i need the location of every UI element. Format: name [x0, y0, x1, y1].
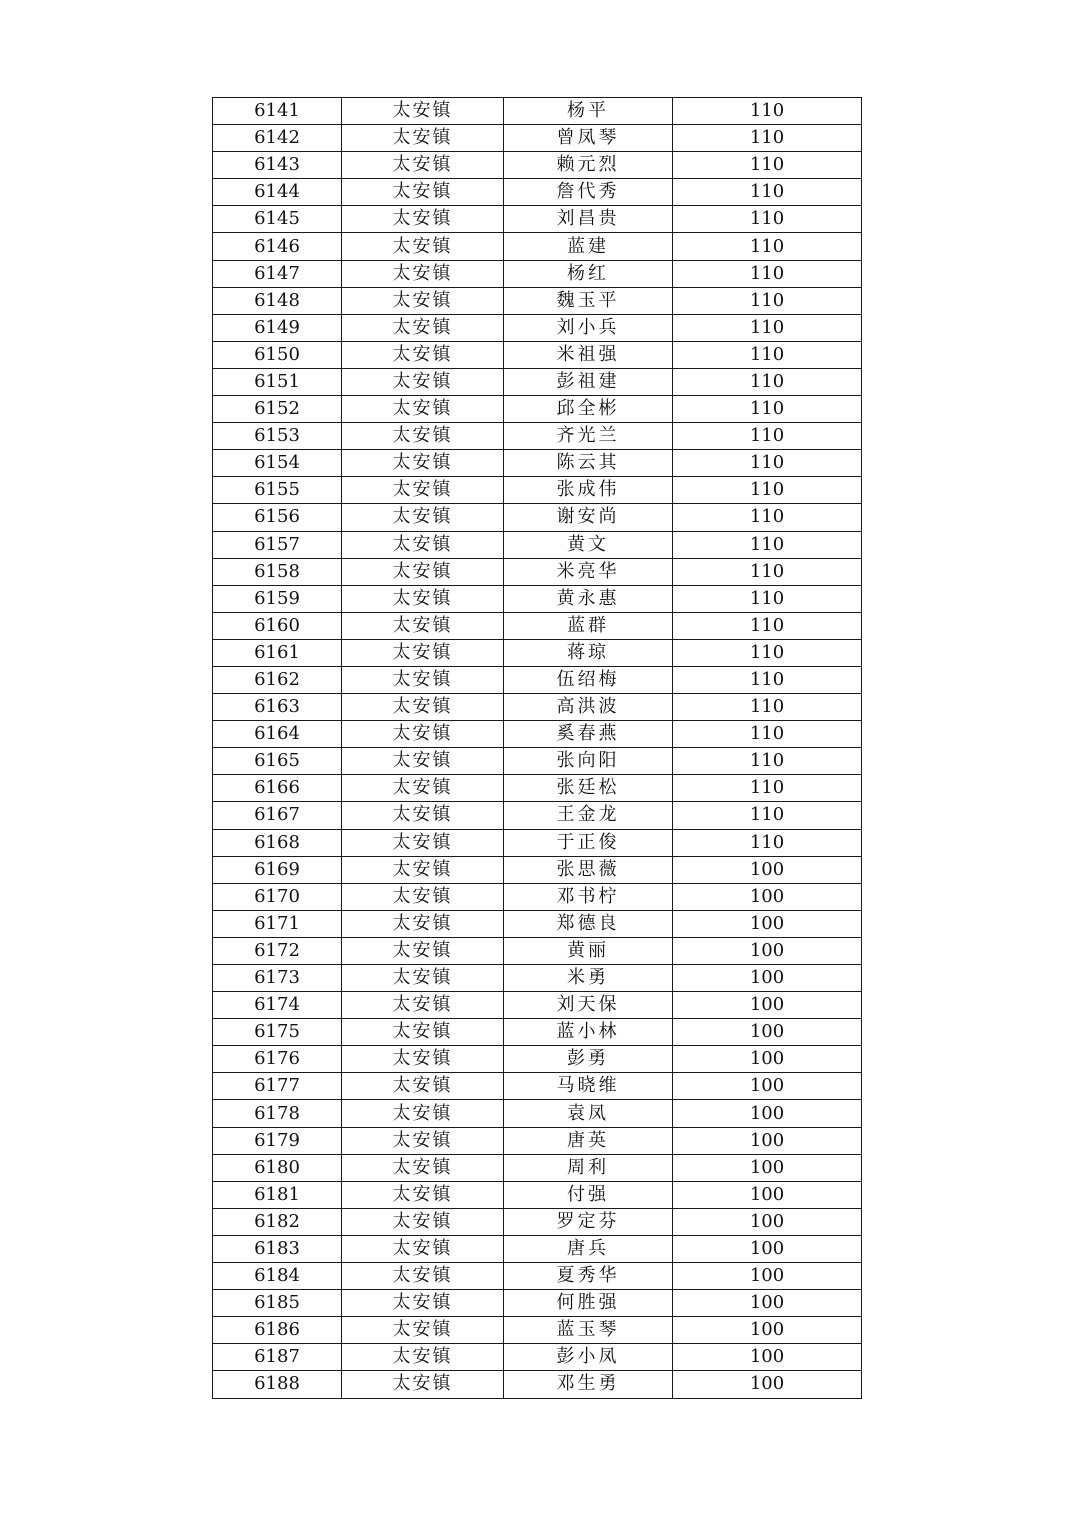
person-name-cell: 蒋琼 — [504, 639, 673, 666]
person-name-cell: 黄丽 — [504, 937, 673, 964]
table-row — [213, 694, 862, 721]
amount-cell: 100 — [673, 1344, 862, 1371]
amount-cell: 100 — [673, 1181, 862, 1208]
person-name-cell: 马晓维 — [504, 1073, 673, 1100]
town-cell: 太安镇 — [342, 206, 504, 233]
amount-cell: 100 — [673, 1046, 862, 1073]
person-name-cell: 詹代秀 — [504, 179, 673, 206]
person-name-cell: 刘小兵 — [504, 314, 673, 341]
amount-cell: 110 — [673, 748, 862, 775]
table-row — [213, 260, 862, 287]
town-cell: 太安镇 — [342, 937, 504, 964]
table-row — [213, 450, 862, 477]
amount-cell: 100 — [673, 883, 862, 910]
town-cell: 太安镇 — [342, 314, 504, 341]
serial-number-cell: 6171 — [213, 910, 342, 937]
amount-cell: 110 — [673, 233, 862, 260]
amount-cell: 100 — [673, 937, 862, 964]
table-row — [213, 1100, 862, 1127]
amount-cell: 100 — [673, 1263, 862, 1290]
person-name-cell: 唐英 — [504, 1127, 673, 1154]
table-row — [213, 856, 862, 883]
table-row — [213, 98, 862, 125]
table-row — [213, 1181, 862, 1208]
serial-number-cell: 6158 — [213, 558, 342, 585]
town-cell: 太安镇 — [342, 179, 504, 206]
table-row — [213, 396, 862, 423]
serial-number-cell: 6159 — [213, 585, 342, 612]
serial-number-cell: 6148 — [213, 287, 342, 314]
town-cell: 太安镇 — [342, 396, 504, 423]
town-cell: 太安镇 — [342, 666, 504, 693]
town-cell: 太安镇 — [342, 856, 504, 883]
amount-cell: 110 — [673, 612, 862, 639]
amount-cell: 100 — [673, 1290, 862, 1317]
person-name-cell: 谢安尚 — [504, 504, 673, 531]
amount-cell: 100 — [673, 1073, 862, 1100]
serial-number-cell: 6177 — [213, 1073, 342, 1100]
town-cell: 太安镇 — [342, 910, 504, 937]
table-row — [213, 152, 862, 179]
person-name-cell: 付强 — [504, 1181, 673, 1208]
roster-table — [212, 97, 862, 1399]
serial-number-cell: 6178 — [213, 1100, 342, 1127]
town-cell: 太安镇 — [342, 260, 504, 287]
amount-cell: 100 — [673, 1317, 862, 1344]
amount-cell: 110 — [673, 341, 862, 368]
amount-cell: 100 — [673, 910, 862, 937]
amount-cell: 110 — [673, 396, 862, 423]
town-cell: 太安镇 — [342, 883, 504, 910]
serial-number-cell: 6146 — [213, 233, 342, 260]
town-cell: 太安镇 — [342, 1073, 504, 1100]
amount-cell: 100 — [673, 965, 862, 992]
amount-cell: 110 — [673, 98, 862, 125]
amount-cell: 110 — [673, 287, 862, 314]
amount-cell: 110 — [673, 206, 862, 233]
town-cell: 太安镇 — [342, 1181, 504, 1208]
town-cell: 太安镇 — [342, 775, 504, 802]
table-row — [213, 585, 862, 612]
table-row — [213, 1317, 862, 1344]
town-cell: 太安镇 — [342, 694, 504, 721]
person-name-cell: 魏玉平 — [504, 287, 673, 314]
serial-number-cell: 6141 — [213, 98, 342, 125]
serial-number-cell: 6164 — [213, 721, 342, 748]
person-name-cell: 罗定芬 — [504, 1208, 673, 1235]
amount-cell: 110 — [673, 558, 862, 585]
serial-number-cell: 6147 — [213, 260, 342, 287]
person-name-cell: 邱全彬 — [504, 396, 673, 423]
serial-number-cell: 6166 — [213, 775, 342, 802]
town-cell: 太安镇 — [342, 423, 504, 450]
town-cell: 太安镇 — [342, 639, 504, 666]
person-name-cell: 唐兵 — [504, 1235, 673, 1262]
table-row — [213, 883, 862, 910]
town-cell: 太安镇 — [342, 1046, 504, 1073]
town-cell: 太安镇 — [342, 1019, 504, 1046]
serial-number-cell: 6155 — [213, 477, 342, 504]
table-row — [213, 531, 862, 558]
town-cell: 太安镇 — [342, 341, 504, 368]
table-row — [213, 721, 862, 748]
serial-number-cell: 6168 — [213, 829, 342, 856]
roster-table-body — [213, 98, 862, 1399]
table-row — [213, 1263, 862, 1290]
person-name-cell: 齐光兰 — [504, 423, 673, 450]
serial-number-cell: 6156 — [213, 504, 342, 531]
town-cell: 太安镇 — [342, 477, 504, 504]
person-name-cell: 黄文 — [504, 531, 673, 558]
person-name-cell: 高洪波 — [504, 694, 673, 721]
amount-cell: 110 — [673, 531, 862, 558]
serial-number-cell: 6149 — [213, 314, 342, 341]
person-name-cell: 郑德良 — [504, 910, 673, 937]
table-row — [213, 802, 862, 829]
person-name-cell: 蓝小林 — [504, 1019, 673, 1046]
town-cell: 太安镇 — [342, 233, 504, 260]
town-cell: 太安镇 — [342, 802, 504, 829]
amount-cell: 100 — [673, 1127, 862, 1154]
town-cell: 太安镇 — [342, 531, 504, 558]
table-row — [213, 1127, 862, 1154]
town-cell: 太安镇 — [342, 504, 504, 531]
person-name-cell: 蓝建 — [504, 233, 673, 260]
table-row — [213, 179, 862, 206]
serial-number-cell: 6185 — [213, 1290, 342, 1317]
person-name-cell: 周利 — [504, 1154, 673, 1181]
table-row — [213, 1154, 862, 1181]
person-name-cell: 蓝群 — [504, 612, 673, 639]
amount-cell: 100 — [673, 992, 862, 1019]
town-cell: 太安镇 — [342, 152, 504, 179]
amount-cell: 110 — [673, 504, 862, 531]
serial-number-cell: 6160 — [213, 612, 342, 639]
town-cell: 太安镇 — [342, 992, 504, 1019]
amount-cell: 100 — [673, 1154, 862, 1181]
amount-cell: 110 — [673, 450, 862, 477]
table-row — [213, 1019, 862, 1046]
town-cell: 太安镇 — [342, 1100, 504, 1127]
person-name-cell: 张思薇 — [504, 856, 673, 883]
serial-number-cell: 6169 — [213, 856, 342, 883]
person-name-cell: 彭祖建 — [504, 368, 673, 395]
table-row — [213, 1235, 862, 1262]
serial-number-cell: 6144 — [213, 179, 342, 206]
amount-cell: 110 — [673, 639, 862, 666]
town-cell: 太安镇 — [342, 748, 504, 775]
town-cell: 太安镇 — [342, 721, 504, 748]
person-name-cell: 黄永惠 — [504, 585, 673, 612]
serial-number-cell: 6174 — [213, 992, 342, 1019]
amount-cell: 110 — [673, 179, 862, 206]
amount-cell: 110 — [673, 314, 862, 341]
person-name-cell: 邓书柠 — [504, 883, 673, 910]
person-name-cell: 袁凤 — [504, 1100, 673, 1127]
table-row — [213, 937, 862, 964]
person-name-cell: 刘昌贵 — [504, 206, 673, 233]
town-cell: 太安镇 — [342, 829, 504, 856]
amount-cell: 110 — [673, 666, 862, 693]
table-row — [213, 558, 862, 585]
serial-number-cell: 6154 — [213, 450, 342, 477]
serial-number-cell: 6182 — [213, 1208, 342, 1235]
serial-number-cell: 6172 — [213, 937, 342, 964]
person-name-cell: 夏秀华 — [504, 1263, 673, 1290]
serial-number-cell: 6173 — [213, 965, 342, 992]
amount-cell: 100 — [673, 856, 862, 883]
town-cell: 太安镇 — [342, 368, 504, 395]
person-name-cell: 张向阳 — [504, 748, 673, 775]
person-name-cell: 彭小凤 — [504, 1344, 673, 1371]
table-row — [213, 368, 862, 395]
serial-number-cell: 6157 — [213, 531, 342, 558]
table-row — [213, 477, 862, 504]
town-cell: 太安镇 — [342, 1371, 504, 1398]
table-row — [213, 341, 862, 368]
serial-number-cell: 6161 — [213, 639, 342, 666]
table-row — [213, 829, 862, 856]
amount-cell: 100 — [673, 1100, 862, 1127]
town-cell: 太安镇 — [342, 612, 504, 639]
serial-number-cell: 6179 — [213, 1127, 342, 1154]
town-cell: 太安镇 — [342, 1263, 504, 1290]
town-cell: 太安镇 — [342, 1127, 504, 1154]
town-cell: 太安镇 — [342, 98, 504, 125]
table-row — [213, 748, 862, 775]
table-row — [213, 206, 862, 233]
table-row — [213, 666, 862, 693]
town-cell: 太安镇 — [342, 287, 504, 314]
table-row — [213, 965, 862, 992]
serial-number-cell: 6145 — [213, 206, 342, 233]
person-name-cell: 曾凤琴 — [504, 125, 673, 152]
serial-number-cell: 6165 — [213, 748, 342, 775]
person-name-cell: 奚春燕 — [504, 721, 673, 748]
amount-cell: 110 — [673, 368, 862, 395]
serial-number-cell: 6143 — [213, 152, 342, 179]
table-row — [213, 1344, 862, 1371]
amount-cell: 100 — [673, 1019, 862, 1046]
amount-cell: 100 — [673, 1235, 862, 1262]
serial-number-cell: 6170 — [213, 883, 342, 910]
table-row — [213, 1073, 862, 1100]
town-cell: 太安镇 — [342, 1344, 504, 1371]
town-cell: 太安镇 — [342, 558, 504, 585]
table-row — [213, 1046, 862, 1073]
town-cell: 太安镇 — [342, 965, 504, 992]
person-name-cell: 米勇 — [504, 965, 673, 992]
person-name-cell: 米祖强 — [504, 341, 673, 368]
table-row — [213, 992, 862, 1019]
serial-number-cell: 6153 — [213, 423, 342, 450]
serial-number-cell: 6184 — [213, 1263, 342, 1290]
town-cell: 太安镇 — [342, 1290, 504, 1317]
table-row — [213, 233, 862, 260]
person-name-cell: 杨红 — [504, 260, 673, 287]
person-name-cell: 于正俊 — [504, 829, 673, 856]
serial-number-cell: 6176 — [213, 1046, 342, 1073]
amount-cell: 110 — [673, 775, 862, 802]
serial-number-cell: 6142 — [213, 125, 342, 152]
person-name-cell: 米亮华 — [504, 558, 673, 585]
town-cell: 太安镇 — [342, 125, 504, 152]
person-name-cell: 王金龙 — [504, 802, 673, 829]
table-row — [213, 314, 862, 341]
amount-cell: 110 — [673, 721, 862, 748]
serial-number-cell: 6183 — [213, 1235, 342, 1262]
town-cell: 太安镇 — [342, 1208, 504, 1235]
serial-number-cell: 6188 — [213, 1371, 342, 1398]
person-name-cell: 赖元烈 — [504, 152, 673, 179]
amount-cell: 110 — [673, 125, 862, 152]
serial-number-cell: 6162 — [213, 666, 342, 693]
town-cell: 太安镇 — [342, 1154, 504, 1181]
town-cell: 太安镇 — [342, 585, 504, 612]
person-name-cell: 邓生勇 — [504, 1371, 673, 1398]
serial-number-cell: 6152 — [213, 396, 342, 423]
table-row — [213, 1208, 862, 1235]
serial-number-cell: 6181 — [213, 1181, 342, 1208]
table-row — [213, 910, 862, 937]
amount-cell: 110 — [673, 802, 862, 829]
town-cell: 太安镇 — [342, 1235, 504, 1262]
table-row — [213, 612, 862, 639]
table-row — [213, 1290, 862, 1317]
table-row — [213, 639, 862, 666]
person-name-cell: 陈云其 — [504, 450, 673, 477]
serial-number-cell: 6175 — [213, 1019, 342, 1046]
amount-cell: 110 — [673, 694, 862, 721]
serial-number-cell: 6163 — [213, 694, 342, 721]
serial-number-cell: 6187 — [213, 1344, 342, 1371]
table-row — [213, 125, 862, 152]
table-row — [213, 287, 862, 314]
person-name-cell: 杨平 — [504, 98, 673, 125]
person-name-cell: 张廷松 — [504, 775, 673, 802]
person-name-cell: 何胜强 — [504, 1290, 673, 1317]
amount-cell: 100 — [673, 1371, 862, 1398]
table-row — [213, 504, 862, 531]
table-row — [213, 1371, 862, 1398]
table-row — [213, 423, 862, 450]
amount-cell: 110 — [673, 423, 862, 450]
amount-cell: 110 — [673, 585, 862, 612]
town-cell: 太安镇 — [342, 1317, 504, 1344]
person-name-cell: 彭勇 — [504, 1046, 673, 1073]
amount-cell: 100 — [673, 1208, 862, 1235]
person-name-cell: 蓝玉琴 — [504, 1317, 673, 1344]
amount-cell: 110 — [673, 260, 862, 287]
serial-number-cell: 6167 — [213, 802, 342, 829]
serial-number-cell: 6186 — [213, 1317, 342, 1344]
table-row — [213, 775, 862, 802]
person-name-cell: 刘天保 — [504, 992, 673, 1019]
person-name-cell: 张成伟 — [504, 477, 673, 504]
serial-number-cell: 6150 — [213, 341, 342, 368]
serial-number-cell: 6180 — [213, 1154, 342, 1181]
amount-cell: 110 — [673, 829, 862, 856]
amount-cell: 110 — [673, 477, 862, 504]
person-name-cell: 伍绍梅 — [504, 666, 673, 693]
amount-cell: 110 — [673, 152, 862, 179]
serial-number-cell: 6151 — [213, 368, 342, 395]
town-cell: 太安镇 — [342, 450, 504, 477]
